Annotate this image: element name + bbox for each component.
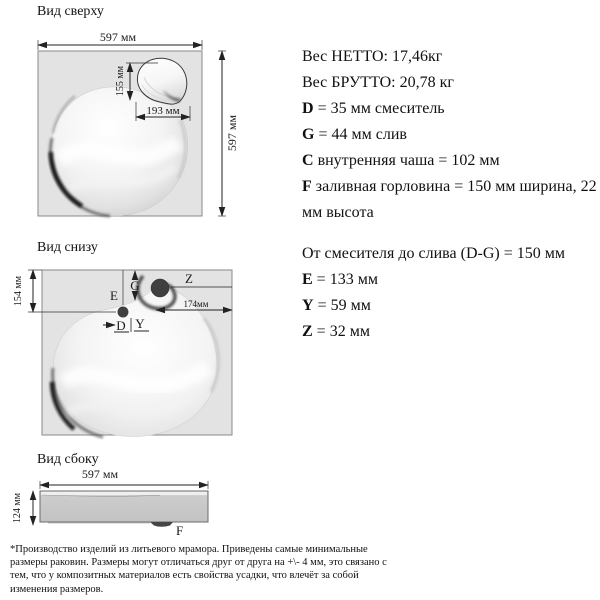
bottom-view-drawing (8, 262, 248, 442)
spec-text: внутренняя чаша = 102 мм (313, 152, 500, 169)
drain-hole (151, 279, 169, 297)
spec-line-c (302, 148, 600, 174)
filler-neck-profile (150, 522, 173, 527)
spec-text: = 59 мм (313, 297, 371, 314)
top-view-width-dim: 597 мм (99, 30, 137, 44)
side-width-dim: 597 мм (81, 467, 119, 481)
label-z: Z (185, 271, 193, 286)
spec-key: F (302, 178, 312, 195)
side-rim-highlight (41, 492, 207, 495)
footnote: *Производство изделий из литьевого мрамора. Приведены самые минимальные размеры раковин. Размеры могут отличаться друг от друга на +\- 4 мм, это связано с тем, что у композитных материалов есть свойства усадки, что влечёт за собой изменения размеров. (10, 544, 387, 595)
spec-key: G (302, 126, 315, 143)
spec-key: D (302, 100, 314, 117)
top-view-height-dim: 597 мм (225, 114, 239, 152)
drain-offset-dim: 174мм (183, 299, 209, 309)
faucet-hole (118, 307, 129, 318)
label-e: E (110, 288, 118, 303)
bottom-view-title: Вид снизу (37, 240, 98, 255)
spec-line-g (302, 122, 600, 148)
spec-key: Z (302, 323, 313, 340)
side-height-dim: 124 мм (12, 492, 23, 524)
spec-line-netto (302, 44, 600, 70)
side-view-title: Вид сбоку (37, 452, 99, 467)
spec-key: Y (302, 297, 314, 314)
spec-line-e (302, 267, 600, 293)
spec-text: Вес НЕТТО: 17,46кг (302, 48, 443, 65)
label-g: G (130, 278, 140, 293)
label-f: F (176, 523, 184, 538)
spec-text: = 133 мм (312, 271, 378, 288)
top-view-title: Вид сверху (37, 4, 104, 19)
basin-width-dim: 193 мм (146, 105, 180, 117)
bottom-left-dim: 154 мм (13, 275, 24, 307)
specs-secondary (302, 241, 600, 345)
spec-text: = 32 мм (312, 323, 370, 340)
top-view-drawing (20, 30, 255, 230)
side-view-drawing (8, 462, 238, 547)
spec-line-f (302, 174, 600, 226)
spec-key: E (302, 271, 313, 288)
spec-line-d (302, 96, 600, 122)
spec-line-brutto (302, 70, 600, 96)
spec-text: заливная горловина = 150 мм ширина, 22 мм высота (302, 178, 597, 221)
spec-text: = 35 мм смеситель (313, 100, 445, 117)
spec-text: От смесителя до слива (D-G) = 150 мм (302, 245, 565, 262)
label-d: D (116, 318, 126, 333)
basin-height-dim: 155 мм (115, 65, 126, 97)
label-y: Y (135, 316, 145, 331)
spec-line-z (302, 319, 600, 345)
specs-primary (302, 44, 600, 226)
spec-line-dg (302, 241, 600, 267)
spec-line-y (302, 293, 600, 319)
spec-key: C (302, 152, 314, 169)
spec-text: = 44 мм слив (314, 126, 407, 143)
spec-text: Вес БРУТТО: 20,78 кг (302, 74, 454, 91)
